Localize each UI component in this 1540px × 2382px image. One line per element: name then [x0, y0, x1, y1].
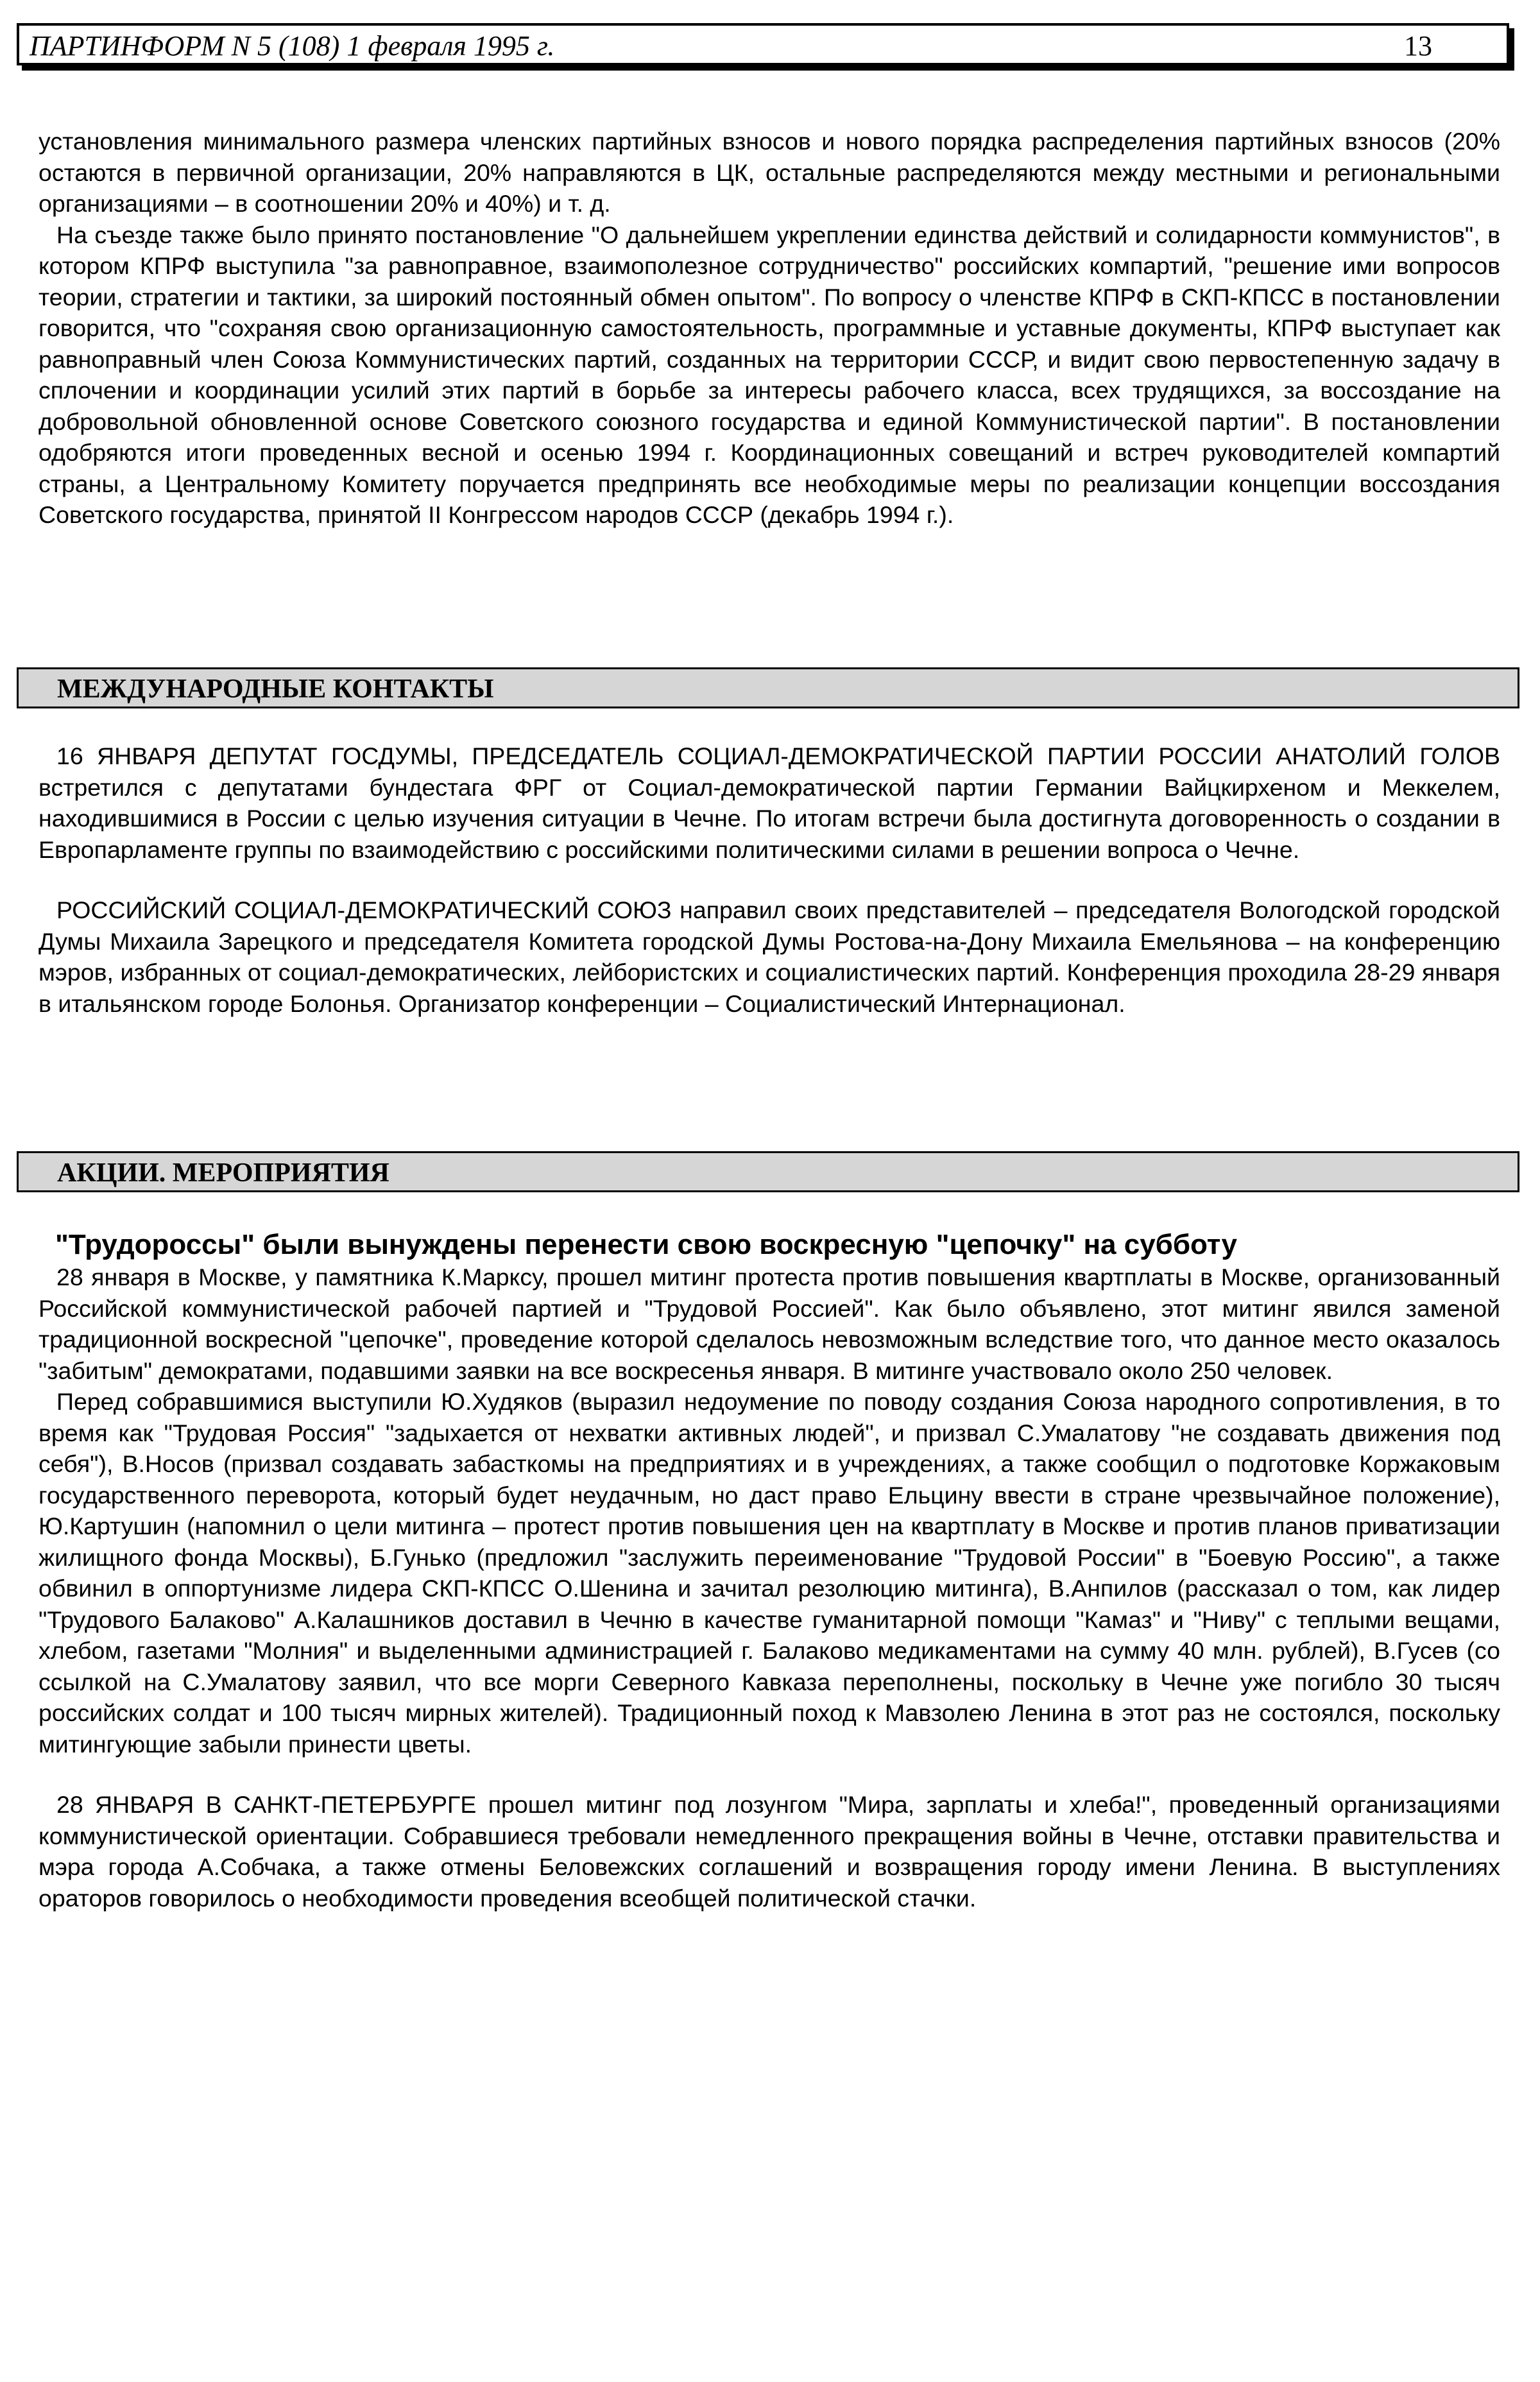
section-heading-actions	[17, 1151, 1519, 1192]
section-title: АКЦИИ. МЕРОПРИЯТИЯ	[57, 1158, 389, 1188]
running-header	[17, 23, 1509, 65]
article-headline: "Трудороссы" были вынуждены перенести свою воскресную "цепочку" на субботу	[55, 1229, 1237, 1260]
paragraph: установления минимального размера членских партийных взносов и нового порядка распределения партийных взносов (20% остаются в первичной организации, 20% направляются в ЦК, остальные распределяются между местными и региональными организациями – в соотношении 20% и 40%) и т. д.	[38, 128, 1500, 217]
paragraph: Перед собравшимися выступили Ю.Худяков (выразил недоумение по поводу создания Союза народного сопротивления, в то время как "Трудовая Россия" "задыхается от нехватки активных людей", и призвал С.Умалатову "не создавать движения под себя"), В.Носов (призвал создавать забасткомы на предприятиях и в учреждениях, а также сообщил о подготовке Коржаковым государственного переворота, который будет неудачным, но даст право Ельцину ввести в стране чрезвычайное положение), Ю.Картушин (напомнил о цели митинга – протест против повышения цен на квартплату в Москве и против планов приватизации жилищного фонда Москвы), Б.Гунько (предложил "заслужить переименование "Трудовой России" в "Боевую Россию", а также обвинил в оппортунизме лидера СКП-КПСС О.Шенина и зачитал резолюцию митинга), В.Анпилов (рассказал о том, как лидер "Трудового Балаково" А.Калашников доставил в Чечню в качестве гуманитарной помощи "Камаз" и "Ниву" с теплыми вещами, хлебом, газетами "Молния" и выделенными администрацией г. Балаково медикаментами на сумму 40 млн. рублей), В.Гусев (со ссылкой на С.Умалатову заявил, что все морги Северного Кавказа переполнены, поскольку в Чечне уже погибло 30 тысяч российских солдат и 100 тысяч мирных жителей). Традиционный поход к Мавзолею Ленина в этот раз не состоялся, поскольку митингующие забыли принести цветы.	[38, 1388, 1500, 1758]
actions-text	[38, 1262, 1500, 1914]
paragraph: На съезде также было принято постановление "О дальнейшем укреплении единства действий и солидарности коммунистов", в котором КПРФ выступила "за равноправное, взаимополезное сотрудничество" российских компартий, "решение ими вопросов теории, стратегии и тактики, за широкий постоянный обмен опытом". По вопросу о членстве КПРФ в СКП-КПСС в постановлении говорится, что "сохраняя свою организационную самостоятельность, программные и уставные документы, КПРФ выступает как равноправный член Союза Коммунистических партий, созданных на территории СССР, и видит свою первостепенную задачу в сплочении и координации усилий этих партий в борьбе за интересы рабочего класса, всех трудящихся, за воссоздание на добровольной обновленной основе Советского союзного государства и единой Коммунистической партии". В постановлении одобряются итоги проведенных весной и осенью 1994 г. Координационных совещаний и встреч руководителей компартий страны, а Центральному Комитету поручается предпринять все необходимые меры по реализации концепции воссоздания Советского государства, принятой II Конгрессом народов СССР (декабрь 1994 г.).	[38, 221, 1500, 528]
intro-text	[38, 126, 1500, 531]
paragraph: РОССИЙСКИЙ СОЦИАЛ-ДЕМОКРАТИЧЕСКИЙ СОЮЗ направил своих представителей – председателя Вологодской городской Думы Михаила Зарецкого и председателя Комитета городской Думы Ростова-на-Дону Михаила Емельянова – на конференцию мэров, избранных от социал-демократических, лейбористских и социалистических партий. Конференция проходила 28-29 января в итальянском городе Болонья. Организатор конференции – Социалистический Интернационал.	[38, 896, 1500, 1017]
paragraph: 28 ЯНВАРЯ В САНКТ-ПЕТЕРБУРГЕ прошел митинг под лозунгом "Мира, зарплаты и хлеба!", проведенный организациями коммунистической ориентации. Собравшиеся требовали немедленного прекращения войны в Чечне, отставки правительства и мэра города А.Собчака, а также отмены Беловежских соглашений и возвращения городу имени Ленина. В выступлениях ораторов говорилось о необходимости проведения всеобщей политической стачки.	[38, 1791, 1500, 1912]
paragraph: 16 ЯНВАРЯ ДЕПУТАТ ГОСДУМЫ, ПРЕДСЕДАТЕЛЬ СОЦИАЛ-ДЕМОКРАТИЧЕСКОЙ ПАРТИИ РОССИИ АНАТОЛИЙ ГОЛОВ встретился с депутатами бундестага ФРГ от Социал-демократической партии Германии Вайцкирхеном и Меккелем, находившимися в России с целью изучения ситуации в Чечне. По итогам встречи была достигнута договоренность о создании в Европарламенте группы по взаимодействию с российскими политическими силами в решении вопроса о Чечне.	[38, 742, 1500, 863]
paragraph: 28 января в Москве, у памятника К.Марксу, прошел митинг протеста против повышения квартплаты в Москве, организованный Российской коммунистической рабочей партией и "Трудовой Россией". Как было объявлено, этот митинг явился заменой традиционной воскресной "цепочке", проведение которой сделалось невозможным вследствие того, что данное место оказалось "забитым" демократами, подавшими заявки на все воскресенья января. В митинге участвовало около 250 человек.	[38, 1264, 1500, 1384]
international-text	[38, 741, 1500, 1019]
page-number: 13	[1404, 30, 1432, 62]
section-heading-international	[17, 667, 1519, 708]
section-title: МЕЖДУНАРОДНЫЕ КОНТАКТЫ	[57, 674, 494, 704]
publication-title: ПАРТИНФОРМ N 5 (108) 1 февраля 1995 г.	[30, 30, 555, 62]
